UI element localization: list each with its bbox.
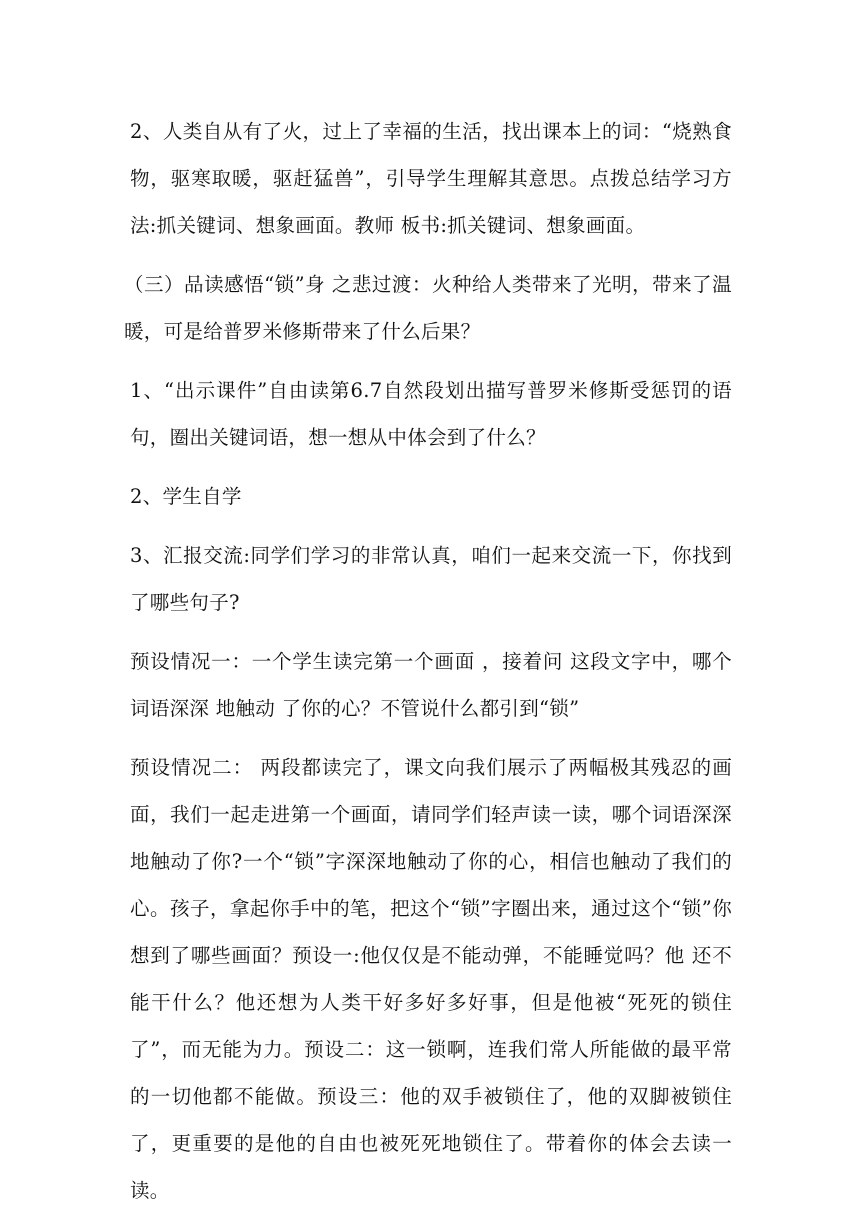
- paragraph-scenario-two: 预设情况二： 两段都读完了，课文向我们展示了两幅极其残忍的画面，我们一起走进第一个画面，请同学们轻声读一读，哪个词语深深地触动了你?一个“锁”字深深地触动了你的心，相信也触动了我们的心。孩子，拿起你手中的笔，把这个“锁”字圈出来，通过这个“锁”你想到了哪些画面？预设一:他仅仅是不能动弹，不能睡觉吗？他 还不能干什么？他还想为人类干好多好多好事，但是他被“死死的锁住了”，而无能为力。预设二：这一锁啊，连我们常人所能做的最平常的一切他都不能做。预设三：他的双手被锁住了，他的双脚被锁住了，更重要的是他的自由也被死死地锁住了。带着你的体会去读一读。: [130, 756, 732, 1202]
- paragraph-step-2-fire: 2、人类自从有了火，过上了幸福的生活，找出课本上的词：“烧熟食物，驱寒取暖，驱赶猛兽”，引导学生理解其意思。点拨总结学习方法:抓关键词、想象画面。教师 板书:抓关键词、想象画面。: [130, 120, 732, 237]
- paragraph-step-1-courseware: 1、“出示课件”自由读第6.7自然段划出描写普罗米修斯受惩罚的语句，圈出关键词语，想一想从中体会到了什么？: [130, 379, 732, 449]
- paragraph-scenario-one: 预设情况一：一个学生读完第一个画面 ，接着问 这段文字中，哪个词语深深 地触动 了你的心？不管说什么都引到“锁”: [130, 650, 732, 720]
- paragraph-step-2-self-study: 2、学生自学: [130, 485, 242, 508]
- paragraph-section-three-heading: （三）品读感悟“锁”身 之悲过渡：火种给人类带来了光明，带来了温暖，可是给普罗米修斯带来了什么后果？: [124, 273, 732, 343]
- paragraph-step-3-report: 3、汇报交流:同学们学习的非常认真，咱们一起来交流一下，你找到了哪些句子?: [130, 544, 732, 614]
- document-page: [124, 108, 732, 1226]
